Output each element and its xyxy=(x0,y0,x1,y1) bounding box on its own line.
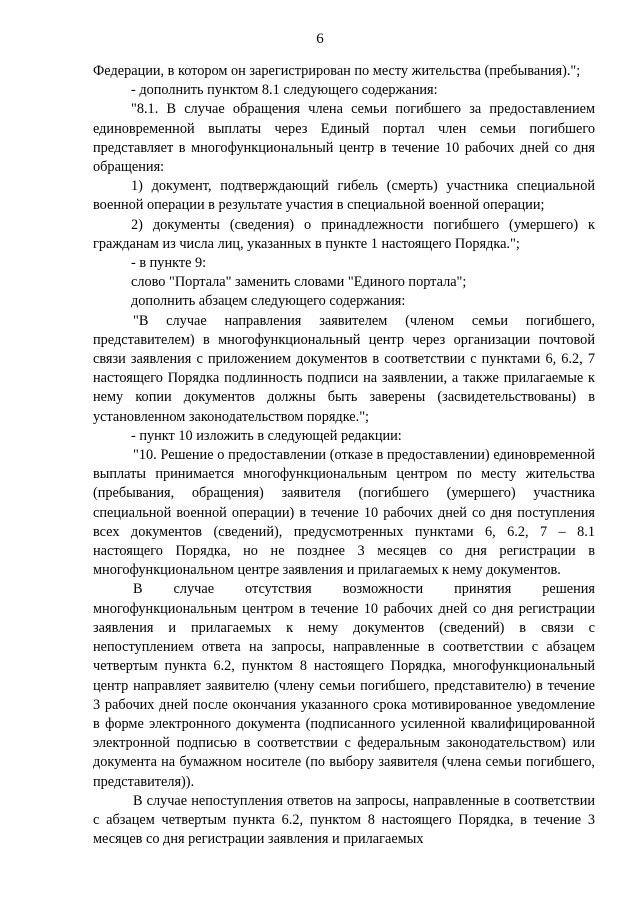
paragraph-point-10-heading: - пункт 10 изложить в следующей редакции: xyxy=(131,427,402,444)
paragraph-continuation: Федерации, в котором он зарегистрирован по месту жительства (пребывания)."; xyxy=(93,63,581,79)
paragraph-item-1: 1) документ, подтверждающий гибель (смерть) участника специальной военной операции в результате участия в специальной военной операции; xyxy=(93,178,595,214)
paragraph-add-point-8-1: - дополнить пунктом 8.1 следующего содержания: xyxy=(131,82,438,99)
paragraph-point-10: "10. Решение о предоставлении (отказе в предоставлении) единовременной выплаты принимается многофункциональным центром по месту жительства (пребывания, обращения) заявителя (погибшего (умершего) участника специальной военной операции) в течение 10 рабочих дней со дня поступления всех документов (сведений), предусмотренных пунктами 6, 6.2, 7 – 8.1 настоящего Порядка, но не позднее 3 месяцев со дня регистрации в многофункциональном центре заявления и прилагаемых к нему документов. xyxy=(93,447,595,579)
paragraph-add-abzac: дополнить абзацем следующего содержания: xyxy=(131,293,406,310)
paragraph-replace-word: слово "Портала" заменить словами "Единого портала"; xyxy=(131,274,467,291)
paragraph-postal-submission: "В случае направления заявителем (членом семьи погибшего, представителем) в многофункциональный центр через организации почтовой связи заявления с приложением документов в соответствии с пунктами 6, 6.2, 7 настоящего Порядка подлинность подписи на заявлении, а также прилагаемые к нему копии документов должны быть заверены (засвидетельствованы) в установленном законодательством порядке."; xyxy=(93,312,595,425)
paragraph-in-point-9: - в пункте 9: xyxy=(131,255,207,272)
paragraph-point-8-1: "8.1. В случае обращения члена семьи погибшего за предоставлением единовременной выплаты через Единый портал член семьи погибшего представляет в многофункциональный центр в течение 10 рабочих дней со дня обращения: xyxy=(93,101,595,176)
paragraph-item-2: 2) документы (сведения) о принадлежности погибшего (умершего) к гражданам из числа лиц, указанных в пункте 1 настоящего Порядка."; xyxy=(93,216,595,252)
paragraph-no-response: В случае непоступления ответов на запросы, направленные в соответствии с абзацем четвертым пункта 6.2, пунктом 8 настоящего Порядка, в течение 3 месяцев со дня регистрации заявления и прилагаемых xyxy=(93,792,595,848)
paragraph-no-decision: В случае отсутствия возможности принятия решения многофункциональным центром в течение 10 рабочих дней со дня регистрации заявления и прилагаемых к нему документов (сведений) в связи с непоступлением ответа на запросы, направленные в соответствии с абзацем четвертым пункта 6.2, пунктом 8 настоящего Порядка, многофункциональный центр направляет заявителю (члену семьи погибшего, представителю) в течение 3 рабочих дней после окончания указанного срока мотивированное уведомление в форме электронного документа (подписанного усиленной квалифицированной электронной подписью в соответствии с федеральным законодательством) или документа на бумажном носителе (по выбору заявителя (члена семьи погибшего, представителя)). xyxy=(93,581,595,790)
page-number: 6 xyxy=(316,31,324,47)
document-body xyxy=(93,62,595,849)
